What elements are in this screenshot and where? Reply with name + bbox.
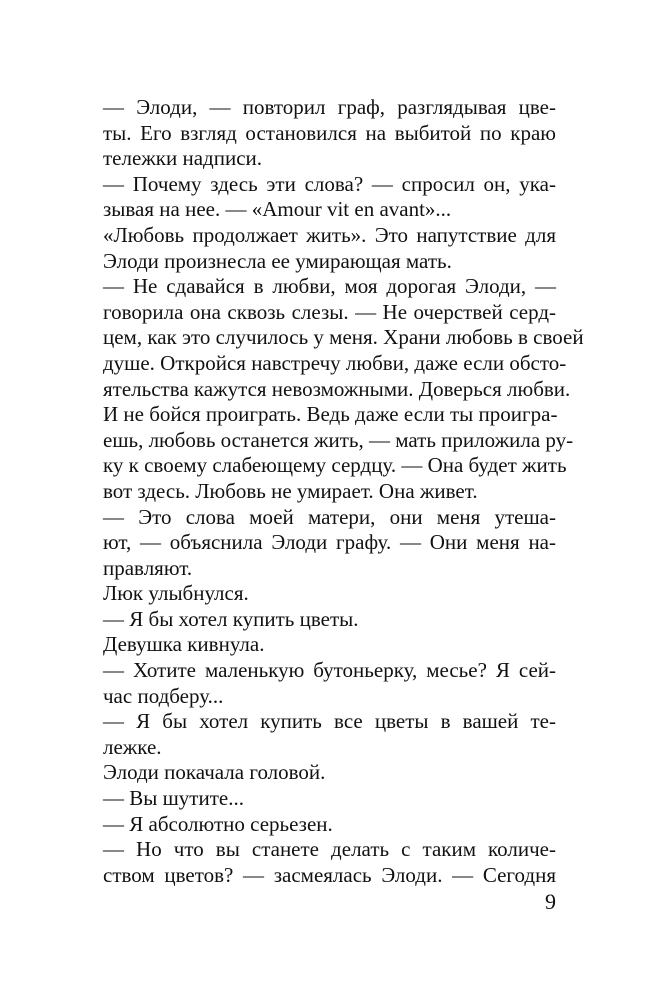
text-line-22: Девушка кивнула.: [103, 632, 265, 657]
text-line-30: — Но что вы станете делать с таким количе-: [103, 837, 556, 862]
text-line-26: лежке.: [103, 734, 162, 759]
text-line-20: Люк улыбнулся.: [103, 581, 249, 606]
text-line-15: ку к своему слабеющему сердцу. — Она будет жить: [103, 453, 567, 478]
text-line-9: говорила она сквозь слезы. — Не очерствей серд-: [103, 299, 556, 324]
text-line-10: цем, как это случилось у меня. Храни любовь в своей: [103, 325, 584, 350]
text-line-6: «Любовь продолжает жить». Это напутствие для: [103, 222, 556, 247]
text-line-3: тележки надписи.: [103, 146, 263, 171]
text-line-31: ством цветов? — засмеялась Элоди. — Сегодня: [103, 862, 556, 887]
text-line-11: душе. Откройся навстречу любви, даже если обсто-: [103, 350, 567, 375]
text-line-29: — Я абсолютно серьезен.: [103, 811, 333, 836]
text-line-8: — Не сдавайся в любви, моя дорогая Элоди, —: [103, 274, 556, 299]
text-line-24: час подберу...: [103, 683, 224, 708]
text-line-14: ешь, любовь останется жить, — мать приложила ру-: [103, 427, 574, 452]
text-line-12: ятельства кажутся невозможными. Доверься любви.: [103, 376, 571, 401]
text-line-19: правляют.: [103, 555, 193, 580]
text-line-1: — Элоди, — повторил граф, разглядывая цве-: [103, 95, 556, 119]
text-line-7: Элоди произнесла ее умирающая мать.: [103, 248, 452, 273]
book-page-text: [103, 95, 584, 888]
text-line-16: вот здесь. Любовь не умирает. Она живет.: [103, 478, 478, 503]
text-line-5: зывая на нее. — «Amour vit en avant»...: [103, 197, 452, 222]
text-line-28: — Вы шутите...: [103, 786, 244, 811]
text-line-17: — Это слова моей матери, они меня утеша-: [103, 504, 556, 529]
text-line-13: И не бойся проиграть. Ведь даже если ты проигра-: [103, 402, 558, 427]
text-line-27: Элоди покачала головой.: [103, 760, 326, 785]
text-line-18: ют, — объяснила Элоди графу. — Они меня на-: [103, 530, 556, 555]
text-line-4: — Почему здесь эти слова? — спросил он, ука-: [103, 171, 556, 196]
text-line-21: — Я бы хотел купить цветы.: [103, 606, 359, 631]
page-number: 9: [545, 889, 556, 914]
text-line-25: — Я бы хотел купить все цветы в вашей те-: [103, 709, 556, 734]
text-line-2: ты. Его взгляд остановился на выбитой по краю: [103, 120, 556, 145]
text-line-23: — Хотите маленькую бутоньерку, месье? Я сей-: [103, 658, 556, 683]
